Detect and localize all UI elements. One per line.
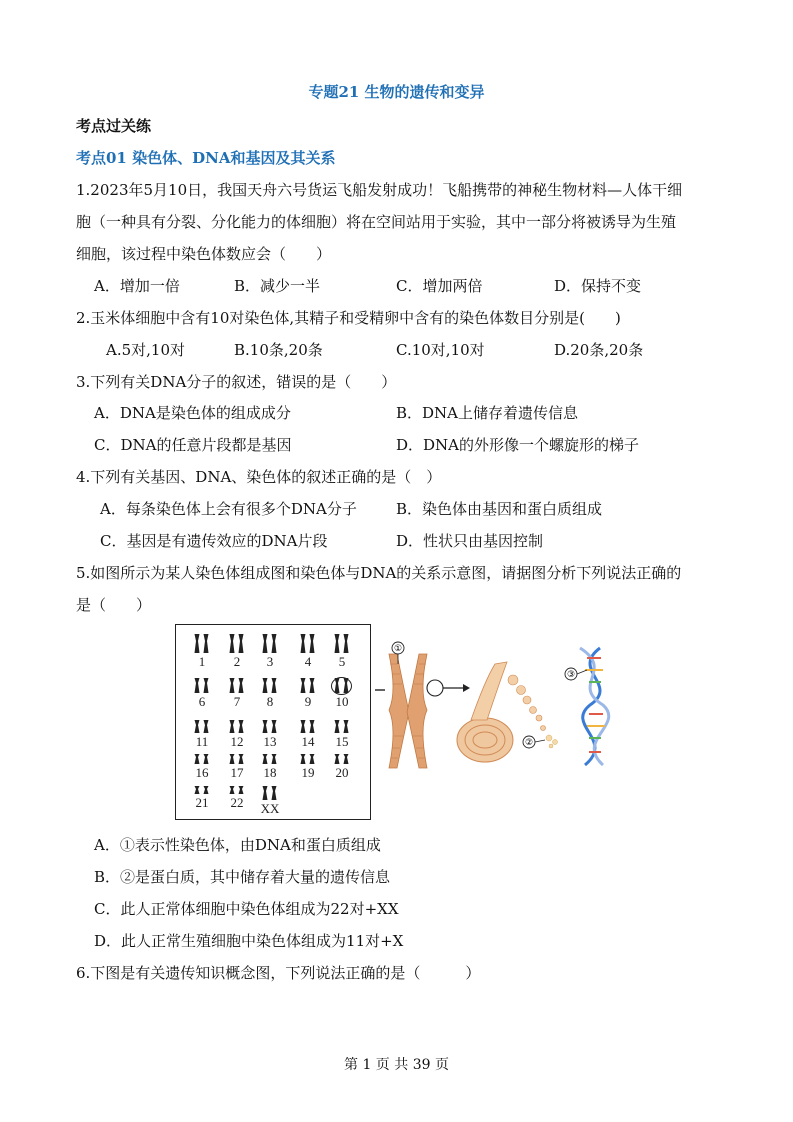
marker-1-label: ① bbox=[393, 644, 403, 654]
q2-option-b: B.10条,20条 bbox=[234, 341, 323, 359]
topic-heading: 考点01 染色体、DNA和基因及其关系 bbox=[76, 149, 336, 167]
section-heading: 考点过关练 bbox=[76, 117, 152, 135]
karyotype-label: 9 bbox=[304, 694, 312, 709]
karyotype-label: 11 bbox=[195, 734, 209, 749]
q1-line-3: 细胞，该过程中染色体数应会（ ） bbox=[76, 245, 332, 263]
karyotype-label: 10 bbox=[335, 694, 349, 709]
marker-3-label: ③ bbox=[566, 670, 576, 680]
q1-option-c: C．增加两倍 bbox=[396, 277, 483, 295]
karyotype-label: 19 bbox=[301, 765, 315, 780]
q4-option-c: C．基因是有遗传效应的DNA片段 bbox=[100, 532, 328, 550]
q5-option-c: C．此人正常体细胞中染色体组成为22对+XX bbox=[94, 900, 399, 918]
chromosome-pair-6 bbox=[191, 677, 213, 695]
q5-option-b: B．②是蛋白质，其中储存着大量的遗传信息 bbox=[94, 868, 391, 886]
karyotype-label: 8 bbox=[266, 694, 274, 709]
q5-option-d: D．此人正常生殖细胞中染色体组成为11对+X bbox=[94, 932, 404, 950]
karyotype-label: XX bbox=[260, 801, 280, 816]
q3-option-c: C．DNA的任意片段都是基因 bbox=[94, 436, 292, 454]
q6-stem: 6.下图是有关遗传知识概念图，下列说法正确的是（ ） bbox=[76, 964, 481, 982]
karyotype-grid bbox=[176, 625, 372, 821]
magnifier-circle bbox=[427, 680, 443, 696]
chromosome-pair-11 bbox=[191, 719, 213, 735]
karyotype-label: 17 bbox=[230, 765, 244, 780]
q1-line-2: 胞（一种具有分裂、分化能力的体细胞）将在空间站用于实验，其中一部分将被诱导为生殖 bbox=[76, 213, 677, 231]
chromosome-pair-5 bbox=[331, 633, 353, 655]
q4-option-b: B．染色体由基因和蛋白质组成 bbox=[396, 500, 603, 518]
karyotype-label: 21 bbox=[195, 795, 209, 810]
q2-stem: 2.玉米体细胞中含有10对染色体,其精子和受精卵中含有的染色体数目分别是( ) bbox=[76, 309, 621, 327]
q5-line-1: 5.如图所示为某人染色体组成图和染色体与DNA的关系示意图，请据图分析下列说法正确的 bbox=[76, 564, 682, 582]
karyotype-label: 20 bbox=[335, 765, 349, 780]
chromosome-pair-XX bbox=[259, 785, 281, 802]
karyotype-label: 6 bbox=[198, 694, 206, 709]
q3-stem: 3.下列有关DNA分子的叙述，错误的是（ ） bbox=[76, 373, 397, 391]
karyotype-label: 14 bbox=[301, 734, 315, 749]
q1-line-1: 1.2023年5月10日，我国天舟六号货运飞船发射成功！飞船携带的神秘生物材料—人体干细 bbox=[76, 181, 683, 199]
marker-2-label: ② bbox=[524, 738, 534, 748]
karyotype-label: 16 bbox=[195, 765, 209, 780]
page-footer: 第 1 页 共 39 页 bbox=[344, 1057, 449, 1073]
chromosome-pair-15 bbox=[331, 719, 353, 735]
karyotype-label: 7 bbox=[233, 694, 241, 709]
karyotype-label: 2 bbox=[233, 654, 241, 669]
q2-option-c: C.10对,10对 bbox=[396, 341, 485, 359]
q3-option-a: A．DNA是染色体的组成成分 bbox=[94, 404, 291, 422]
q4-option-d: D．性状只由基因控制 bbox=[396, 532, 544, 550]
chromosome-pair-8 bbox=[259, 677, 281, 695]
q5-line-2: 是（ ） bbox=[76, 596, 152, 614]
karyotype-label: 5 bbox=[338, 654, 346, 669]
enlarged-chromosome bbox=[389, 654, 427, 768]
chromosome-pair-3 bbox=[259, 633, 281, 655]
chromosome-pair-14 bbox=[297, 719, 319, 735]
q5-option-a: A．①表示性染色体，由DNA和蛋白质组成 bbox=[94, 836, 381, 854]
karyotype-label: 15 bbox=[335, 734, 349, 749]
q1-option-b: B．减少一半 bbox=[234, 277, 321, 295]
q1-option-d: D．保持不变 bbox=[554, 277, 642, 295]
karyotype-figure bbox=[175, 624, 371, 820]
chromosome-pair-10 bbox=[331, 677, 353, 695]
q2-option-a: A.5对,10对 bbox=[106, 341, 185, 359]
q1-option-a: A．增加一倍 bbox=[94, 277, 180, 295]
chromosome-pair-4 bbox=[297, 633, 319, 655]
karyotype-label: 12 bbox=[230, 734, 244, 749]
karyotype-label: 18 bbox=[263, 765, 277, 780]
q3-option-b: B．DNA上储存着遗传信息 bbox=[396, 404, 579, 422]
q2-option-d: D.20条,20条 bbox=[554, 341, 644, 359]
karyotype-label: 13 bbox=[263, 734, 277, 749]
karyotype-label: 4 bbox=[304, 654, 312, 669]
q3-option-d: D．DNA的外形像一个螺旋形的梯子 bbox=[396, 436, 640, 454]
karyotype-label: 22 bbox=[230, 795, 244, 810]
chromosome-pair-12 bbox=[226, 719, 248, 735]
chromosome-pair-9 bbox=[297, 677, 319, 695]
karyotype-label: 3 bbox=[266, 654, 274, 669]
karyotype-label: 1 bbox=[198, 654, 206, 669]
chromosome-pair-13 bbox=[259, 719, 281, 735]
q4-option-a: A．每条染色体上会有很多个DNA分子 bbox=[100, 500, 357, 518]
chromosome-pair-2 bbox=[226, 633, 248, 655]
dna-double-helix bbox=[580, 648, 609, 765]
chromosome-pair-7 bbox=[226, 677, 248, 695]
q4-stem: 4.下列有关基因、DNA、染色体的叙述正确的是（ ） bbox=[76, 468, 442, 486]
chromosome-pair-1 bbox=[191, 633, 213, 655]
chromosome-dna-diagram bbox=[375, 640, 625, 780]
document-title: 专题21 生物的遗传和变异 bbox=[308, 83, 485, 101]
